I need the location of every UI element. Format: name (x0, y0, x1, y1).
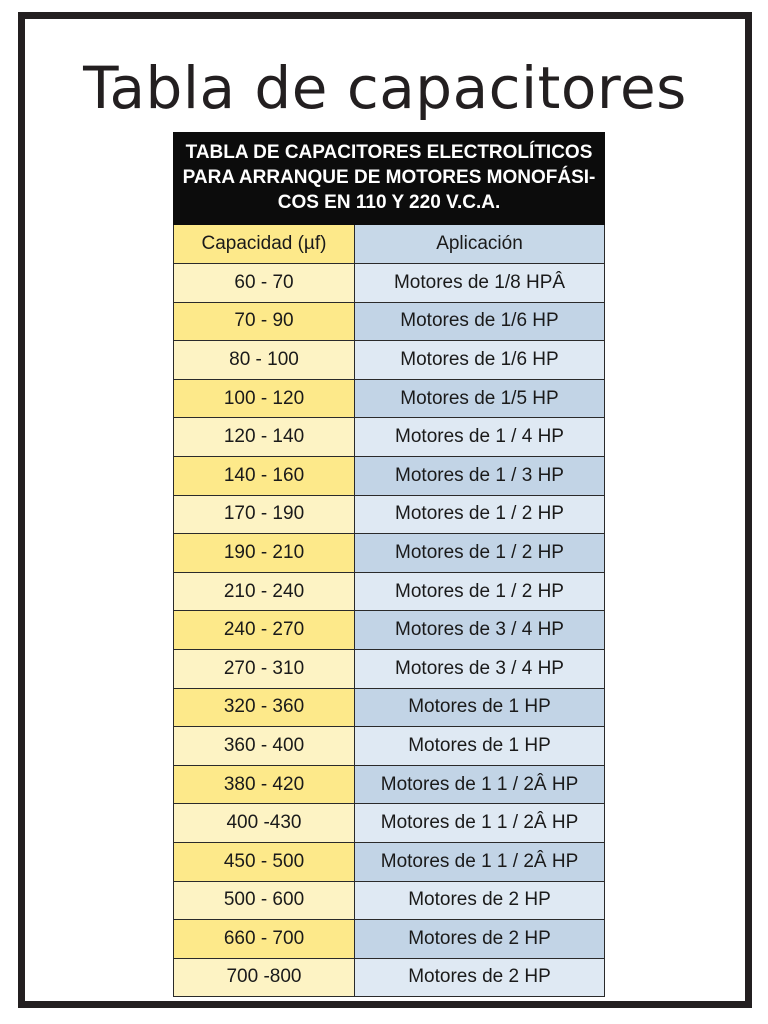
table-row (173, 920, 605, 959)
table-row (173, 843, 605, 882)
column-header-application: Aplicación (355, 225, 605, 263)
capacity-cell: 240 - 270 (173, 611, 355, 649)
application-cell: Motores de 1 1 / 2Â HP (355, 766, 605, 804)
capacity-cell: 120 - 140 (173, 418, 355, 456)
application-cell: Motores de 1 / 3 HP (355, 457, 605, 495)
table-header-line: COS EN 110 Y 220 V.C.A. (277, 192, 501, 213)
table-row (173, 573, 605, 612)
table-body (173, 264, 605, 997)
capacity-cell: 660 - 700 (173, 920, 355, 958)
application-cell: Motores de 1/6 HP (355, 341, 605, 379)
table-row (173, 650, 605, 689)
capacity-cell: 70 - 90 (173, 303, 355, 341)
application-cell: Motores de 1 / 2 HP (355, 496, 605, 534)
table-row (173, 727, 605, 766)
capacity-cell: 360 - 400 (173, 727, 355, 765)
application-cell: Motores de 1 1 / 2Â HP (355, 804, 605, 842)
capacity-cell: 100 - 120 (173, 380, 355, 418)
table-row (173, 689, 605, 728)
application-cell: Motores de 1 1 / 2Â HP (355, 843, 605, 881)
column-header-capacity: Capacidad (µf) (173, 225, 355, 263)
table-header-line: TABLA DE CAPACITORES ELECTROLÍTICOS (185, 142, 593, 163)
capacitor-table (173, 132, 605, 997)
application-cell: Motores de 1 / 4 HP (355, 418, 605, 456)
application-cell: Motores de 3 / 4 HP (355, 650, 605, 688)
capacity-cell: 270 - 310 (173, 650, 355, 688)
capacity-cell: 700 -800 (173, 959, 355, 997)
capacity-cell: 400 -430 (173, 804, 355, 842)
capacity-cell: 190 - 210 (173, 534, 355, 572)
application-cell: Motores de 2 HP (355, 920, 605, 958)
table-row (173, 418, 605, 457)
table-row (173, 303, 605, 342)
capacity-cell: 320 - 360 (173, 689, 355, 727)
page-frame (18, 12, 752, 1008)
application-cell: Motores de 1/6 HP (355, 303, 605, 341)
application-cell: Motores de 1 / 2 HP (355, 573, 605, 611)
table-row (173, 959, 605, 998)
capacity-cell: 500 - 600 (173, 882, 355, 920)
application-cell: Motores de 2 HP (355, 959, 605, 997)
capacity-cell: 60 - 70 (173, 264, 355, 302)
application-cell: Motores de 1/8 HPÂ (355, 264, 605, 302)
table-row (173, 882, 605, 921)
table-row (173, 766, 605, 805)
table-row (173, 611, 605, 650)
column-header-row (173, 225, 605, 264)
table-row (173, 341, 605, 380)
table-row (173, 457, 605, 496)
capacity-cell: 450 - 500 (173, 843, 355, 881)
capacity-cell: 140 - 160 (173, 457, 355, 495)
table-row (173, 380, 605, 419)
application-cell: Motores de 1/5 HP (355, 380, 605, 418)
table-row (173, 804, 605, 843)
capacity-cell: 380 - 420 (173, 766, 355, 804)
application-cell: Motores de 1 / 2 HP (355, 534, 605, 572)
page-title: Tabla de capacitores (83, 54, 687, 122)
application-cell: Motores de 1 HP (355, 689, 605, 727)
capacity-cell: 170 - 190 (173, 496, 355, 534)
capacity-cell: 210 - 240 (173, 573, 355, 611)
table-row (173, 534, 605, 573)
application-cell: Motores de 1 HP (355, 727, 605, 765)
table-header-line: PARA ARRANQUE DE MOTORES MONOFÁSI- (182, 167, 596, 188)
table-row (173, 496, 605, 535)
table-header (173, 132, 605, 225)
application-cell: Motores de 3 / 4 HP (355, 611, 605, 649)
table-row (173, 264, 605, 303)
application-cell: Motores de 2 HP (355, 882, 605, 920)
capacity-cell: 80 - 100 (173, 341, 355, 379)
